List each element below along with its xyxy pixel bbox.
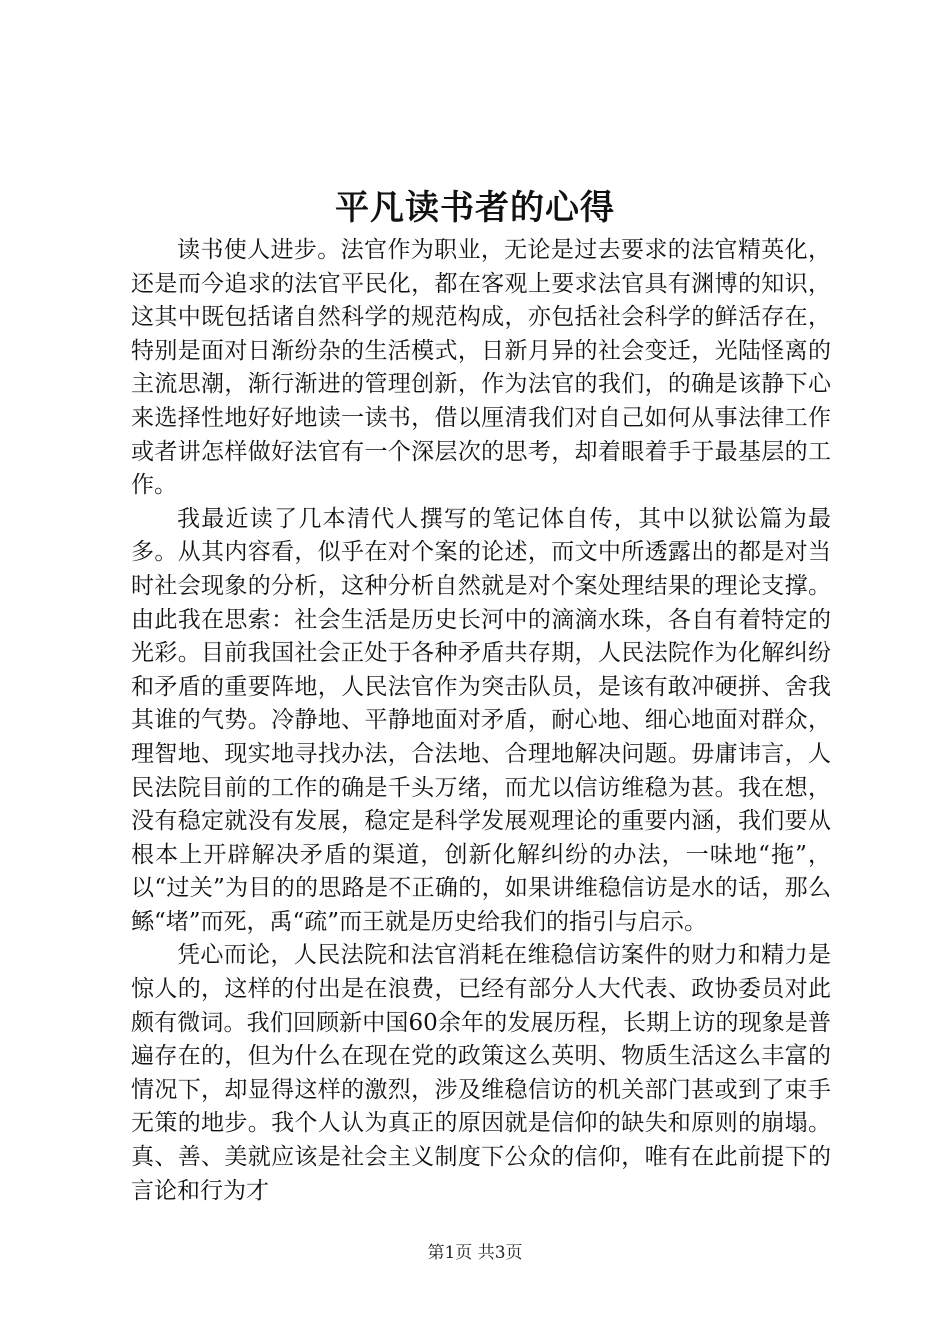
paragraph-3: 凭心而论，人民法院和法官消耗在维稳信访案件的财力和精力是惊人的，这样的付出是在浪费，已经有部分人大代表、政协委员对此颇有微词。我们回顾新中国60余年的发展历程，长期上访的现象是普遍存在的，但为什么在现在党的政策这么英明、物质生活这么丰富的情况下，却显得这样的激烈，涉及维稳信访的机关部门甚或到了束手无策的地步。我个人认为真正的原因就是信仰的缺失和原则的崩塌。真、善、美就应该是社会主义制度下公众的信仰，唯有在此前提下的言论和行为才 [131, 942, 831, 1204]
paragraph-1: 读书使人进步。法官作为职业，无论是过去要求的法官精英化，还是而今追求的法官平民化，都在客观上要求法官具有渊博的知识，这其中既包括诸自然科学的规范构成，亦包括社会科学的鲜活存在，特别是面对日渐纷杂的生活模式，日新月异的社会变迁，光陆怪离的主流思潮，渐行渐进的管理创新，作为法官的我们，的确是该静下心来选择性地好好地读一读书，借以厘清我们对自己如何从事法律工作或者讲怎样做好法官有一个深层次的思考，却着眼着手于最基层的工作。 [131, 237, 831, 499]
document-body [131, 234, 831, 1208]
page-number-footer: 第1页 共3页 [427, 1243, 523, 1263]
paragraph-2: 我最近读了几本清代人撰写的笔记体自传，其中以狱讼篇为最多。从其内容看，似乎在对个案的论述，而文中所透露出的都是对当时社会现象的分析，这种分析自然就是对个案处理结果的理论支撑。由此我在思索：社会生活是历史长河中的滴滴水珠，各自有着特定的光彩。目前我国社会正处于各种矛盾共存期，人民法院作为化解纠纷和矛盾的重要阵地，人民法官作为突击队员，是该有敢冲硬拼、舍我其谁的气势。冷静地、平静地面对矛盾，耐心地、细心地面对群众，理智地、现实地寻找办法，合法地、合理地解决问题。毋庸讳言，人民法院目前的工作的确是千头万绪，而尤以信访维稳为甚。我在想，没有稳定就没有发展，稳定是科学发展观理论的重要内涵，我们要从根本上开辟解决矛盾的渠道，创新化解纠纷的办法，一味地“拖”，以“过关”为目的的思路是不正确的，如果讲维稳信访是水的话，那么鲧“堵”而死，禹“疏”而王就是历史给我们的指引与启示。 [131, 505, 831, 935]
document-title: 平凡读书者的心得 [335, 188, 615, 228]
